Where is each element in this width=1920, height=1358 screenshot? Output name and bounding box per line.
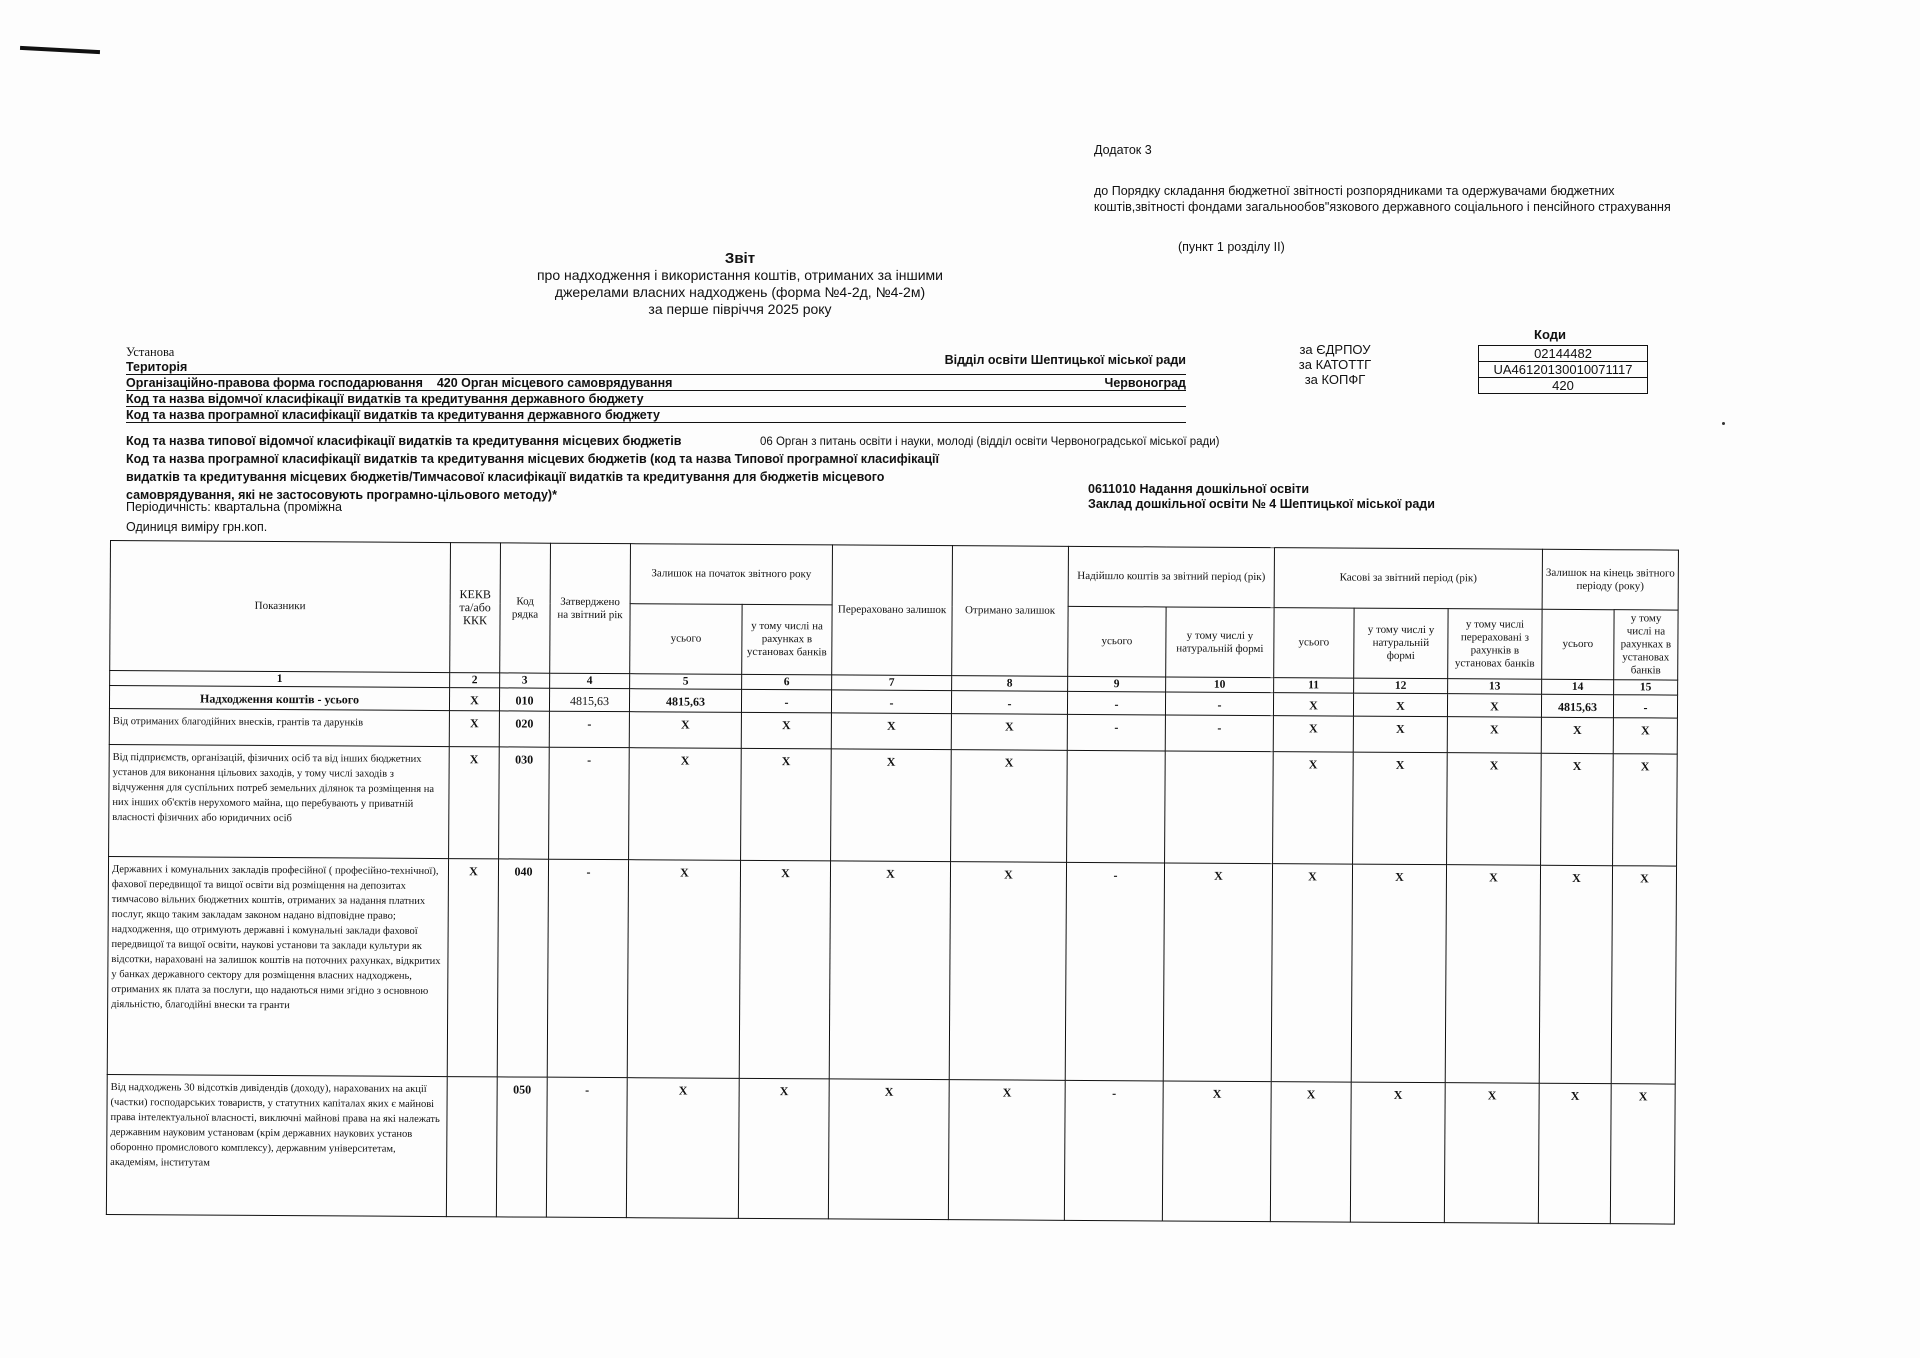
typical-class-line bbox=[126, 434, 1286, 448]
value-cell: X bbox=[828, 1079, 949, 1220]
column-number: 8 bbox=[952, 676, 1068, 692]
local-prog-institution: Заклад дошкільної освіти № 4 Шептицької міської ради bbox=[1088, 497, 1435, 511]
org-form-line bbox=[126, 376, 1186, 391]
code-label-kopfg: за КОПФГ bbox=[1304, 372, 1366, 387]
title-line-1: про надходження і використання коштів, отриманих за іншими bbox=[536, 267, 944, 283]
header-received: Отримано залишок bbox=[952, 546, 1069, 677]
value-cell: - bbox=[831, 690, 951, 714]
header-start-incl-bank: у тому числі на рахунках в установах банків bbox=[742, 604, 832, 675]
value-cell: X bbox=[1273, 752, 1354, 864]
appendix-label: Додаток 3 bbox=[1094, 143, 1152, 157]
value-cell: X bbox=[627, 860, 740, 1079]
pen-mark bbox=[20, 46, 100, 54]
column-number: 11 bbox=[1274, 678, 1354, 693]
value-cell: X bbox=[831, 749, 952, 862]
column-number: 14 bbox=[1542, 679, 1614, 694]
prog-class-line bbox=[126, 408, 1186, 423]
value-cell: - bbox=[546, 1077, 627, 1217]
value-cell: X bbox=[449, 747, 500, 859]
column-number: 10 bbox=[1166, 677, 1274, 693]
scan-speck bbox=[1722, 422, 1725, 425]
title-line-3: за перше півріччя 2025 року bbox=[648, 301, 832, 317]
value-cell: X bbox=[1162, 1081, 1271, 1222]
codes-box bbox=[1478, 345, 1648, 394]
column-number: 15 bbox=[1614, 680, 1678, 695]
value-cell: X bbox=[1613, 718, 1677, 754]
header-end-incl-bank: у тому числі на рахунках в установах банків bbox=[1614, 610, 1678, 680]
local-prog-value bbox=[1088, 482, 1435, 512]
report-metadata bbox=[126, 345, 1186, 424]
codes-header: Коди bbox=[1534, 327, 1566, 342]
value-cell: X bbox=[951, 750, 1068, 863]
value-cell: X bbox=[741, 748, 832, 861]
header-start-total: усього bbox=[630, 604, 742, 675]
code-value-katottg: UA46120130010071117 bbox=[1479, 362, 1647, 378]
column-number: 13 bbox=[1448, 679, 1542, 695]
value-cell: - bbox=[1067, 691, 1165, 715]
typical-class-value: 06 Орган з питань освіти і науки, молоді (відділ освіти Червоноградської міської ради) bbox=[760, 436, 1220, 448]
territory-line bbox=[126, 353, 1186, 375]
value-cell: - bbox=[547, 859, 628, 1077]
value-cell: X bbox=[449, 688, 499, 711]
value-cell: X bbox=[1541, 717, 1613, 753]
header-income-natural: у тому числі у натуральній формі bbox=[1166, 607, 1274, 678]
column-number: 2 bbox=[450, 673, 500, 688]
value-cell: X bbox=[449, 711, 499, 747]
header-transferred: Перераховано залишок bbox=[832, 545, 953, 676]
institution-value: Відділ освіти Шептицької міської ради bbox=[944, 353, 1186, 367]
row-description: Від підприємств, організацій, фізичних осіб та від інших бюджетних установ для виконання цільових заходів, у тому числі заходів з відчуження для суспільних потреб земельних ділянок та розміщення на них інших об'єктів нерухомого майна, що перебувають у приватній власності фізичних або юридичних осіб bbox=[109, 744, 450, 858]
row-code-cell: 040 bbox=[497, 859, 548, 1077]
header-end-total: усього bbox=[1542, 609, 1614, 679]
value-cell: X bbox=[1163, 863, 1272, 1082]
value-cell bbox=[446, 1077, 497, 1217]
unit-of-measure: Одиниця виміру грн.коп. bbox=[126, 520, 268, 534]
column-number: 3 bbox=[500, 673, 550, 688]
value-cell: - bbox=[951, 691, 1067, 715]
code-value-edrpou: 02144482 bbox=[1479, 346, 1647, 362]
column-number: 1 bbox=[110, 671, 450, 688]
value-cell: X bbox=[1273, 693, 1353, 716]
column-number: 9 bbox=[1068, 676, 1166, 692]
value-cell: 4815,63 bbox=[1541, 694, 1613, 717]
value-cell: X bbox=[1271, 864, 1352, 1082]
value-cell: 4815,63 bbox=[549, 688, 629, 711]
header-cash-natural: у тому числі у натуральній формі bbox=[1354, 608, 1448, 679]
column-number: 7 bbox=[832, 675, 952, 691]
territory-label: Територія bbox=[126, 360, 188, 374]
value-cell: - bbox=[1165, 715, 1273, 752]
code-label-edrpou: за ЄДРПОУ bbox=[1299, 342, 1371, 357]
header-income-total: усього bbox=[1068, 606, 1166, 677]
row-description: Від отриманих благодійних внесків, грантів та дарунків bbox=[109, 708, 449, 746]
value-cell: X bbox=[629, 712, 741, 749]
value-cell: X bbox=[831, 713, 951, 750]
row-description: Надходження коштів - усього bbox=[109, 686, 449, 711]
value-cell: X bbox=[1273, 716, 1353, 752]
value-cell: X bbox=[951, 714, 1067, 751]
column-number: 12 bbox=[1354, 678, 1448, 694]
value-cell: X bbox=[1611, 866, 1676, 1084]
value-cell: X bbox=[1350, 1082, 1445, 1223]
appendix-description: до Порядку складання бюджетної звітності розпорядниками та одержувачами бюджетних коштів,звітності фондами загальнообов"язкового державного соціального і пенсійного страхування bbox=[1094, 184, 1671, 214]
column-number: 6 bbox=[742, 674, 832, 690]
value-cell: X bbox=[1444, 1083, 1539, 1224]
value-cell: X bbox=[1538, 1083, 1611, 1223]
header-cash-period: Касові за звітний період (рік) bbox=[1274, 548, 1542, 610]
title-main: Звіт bbox=[724, 250, 756, 267]
row-description: Державних і комунальних закладів професійної ( професійно-технічної), фахової передвищої та вищої освіти від розміщення на депозитах тимчасово вільних бюджетних коштів, отриманих за надання платних послуг, якщо таким закладам законом надано відповідне право; надходження, що отримують державні і комунальні заклади фахової передвищої та вищої освіти, наукові установи та заклади культури як відсотки, нараховані на залишок коштів на поточних рахунках, відкритих у банках державного сектору для розміщення власних надходжень, отриманих як плата за послуги, що надаються ними згідно з основною діяльністю, благодійні внески та гранти bbox=[107, 856, 448, 1076]
org-form-value: 420 Орган місцевого самоврядування bbox=[436, 376, 673, 390]
value-cell bbox=[1165, 751, 1274, 864]
prog-class-label: Код та назва програмної класифікації видатків та кредитування державного бюджету bbox=[126, 408, 660, 422]
dept-class-line bbox=[126, 392, 1186, 407]
value-cell: X bbox=[829, 861, 950, 1080]
column-number: 4 bbox=[550, 673, 630, 688]
value-cell: 4815,63 bbox=[629, 689, 741, 713]
value-cell: X bbox=[1610, 1084, 1675, 1224]
value-cell: - bbox=[1065, 862, 1164, 1081]
value-cell: - bbox=[741, 689, 831, 713]
territory-value: Червоноград bbox=[1104, 376, 1186, 390]
value-cell: X bbox=[739, 860, 830, 1079]
value-cell: - bbox=[1064, 1080, 1163, 1221]
institution-label: Установа bbox=[126, 345, 175, 359]
value-cell: X bbox=[1353, 716, 1447, 753]
value-cell: X bbox=[1447, 694, 1541, 718]
value-cell: X bbox=[447, 859, 498, 1077]
value-cell: X bbox=[1351, 864, 1446, 1083]
value-cell: - bbox=[549, 747, 630, 859]
value-cell: - bbox=[1613, 695, 1677, 718]
value-cell: X bbox=[1539, 865, 1612, 1083]
appendix-reference: (пункт 1 розділу II) bbox=[1178, 240, 1285, 254]
local-prog-label: Код та назва програмної класифікації видатків та кредитування місцевих бюджетів (код та назва Типової програмної класифікації видатків та кредитування місцевих бюджетів/Тимчасової класифікації видатків та кредитування для бюджетів місцевого самоврядування, які не застосовують програмно-цільового методу)* bbox=[126, 452, 940, 502]
value-cell: X bbox=[1447, 717, 1541, 754]
column-number: 5 bbox=[630, 674, 742, 690]
value-cell: X bbox=[1270, 1082, 1351, 1222]
report-table bbox=[106, 540, 1679, 1225]
header-kekv: КЕКВ та/або ККК bbox=[450, 543, 501, 673]
value-cell: X bbox=[1541, 753, 1614, 865]
row-code-cell: 010 bbox=[499, 688, 549, 711]
title-line-2: джерелами власних надходжень (форма №4-2д, №4-2м) bbox=[554, 284, 926, 300]
periodicity: Періодичність: квартальна (проміжна bbox=[126, 500, 342, 514]
header-cash-total: усього bbox=[1274, 608, 1354, 678]
header-approved: Затверджено на звітний рік bbox=[550, 543, 631, 673]
value-cell: X bbox=[1353, 693, 1447, 717]
row-code-cell: 030 bbox=[499, 747, 550, 859]
value-cell: - bbox=[1165, 692, 1273, 716]
value-cell bbox=[1067, 750, 1166, 863]
value-cell: X bbox=[1445, 865, 1540, 1084]
table-row bbox=[109, 744, 1678, 866]
value-cell: X bbox=[949, 862, 1066, 1081]
local-prog-code: 0611010 Надання дошкільної освіти bbox=[1088, 482, 1310, 496]
value-cell: X bbox=[629, 748, 742, 861]
table-row bbox=[107, 856, 1676, 1084]
value-cell: - bbox=[1067, 714, 1165, 751]
value-cell: X bbox=[738, 1078, 829, 1219]
value-cell: X bbox=[626, 1078, 739, 1219]
codes-labels bbox=[1290, 342, 1380, 387]
header-row-code: Код рядка bbox=[500, 543, 551, 673]
code-value-kopfg: 420 bbox=[1552, 378, 1574, 393]
typical-class-label: Код та назва типової відомчої класифікації видатків та кредитування місцевих бюджетів bbox=[126, 434, 682, 448]
value-cell: - bbox=[549, 711, 629, 747]
header-income-period: Надійшло коштів за звітний період (рік) bbox=[1068, 546, 1274, 607]
header-cash-transferred-bank: у тому числі перераховані з рахунків в установах банків bbox=[1448, 609, 1542, 680]
value-cell: X bbox=[1447, 753, 1542, 866]
row-description: Від надходжень 30 відсотків дивідендів (доходу), нарахованих на акції (частки) господарських товариств, у статутних капіталах яких є майнові права інтелектуальної власності, виключні майнові права на які належать державним науковим установам (крім державних наукових установ оборонно промислового комплексу), державним університетам, академіям, інститутам bbox=[106, 1074, 447, 1216]
value-cell: X bbox=[948, 1080, 1065, 1221]
row-code-cell: 050 bbox=[496, 1077, 547, 1217]
value-cell: X bbox=[1613, 754, 1678, 866]
header-balance-start: Залишок на початок звітного року bbox=[630, 544, 832, 605]
dept-class-label: Код та назва відомчої класифікації видатків та кредитування державного бюджету bbox=[126, 392, 644, 406]
value-cell: X bbox=[1353, 752, 1448, 865]
row-code-cell: 020 bbox=[499, 711, 549, 747]
report-title bbox=[480, 250, 1000, 318]
code-label-katottg: за КАТОТТГ bbox=[1298, 357, 1372, 372]
org-form-label: Організаційно-правова форма господарювання bbox=[126, 376, 423, 390]
table-row bbox=[106, 1074, 1675, 1224]
header-balance-end: Залишок на кінець звітного періоду (року) bbox=[1542, 549, 1678, 610]
header-indicator: Показники bbox=[110, 541, 451, 673]
value-cell: X bbox=[741, 712, 831, 749]
